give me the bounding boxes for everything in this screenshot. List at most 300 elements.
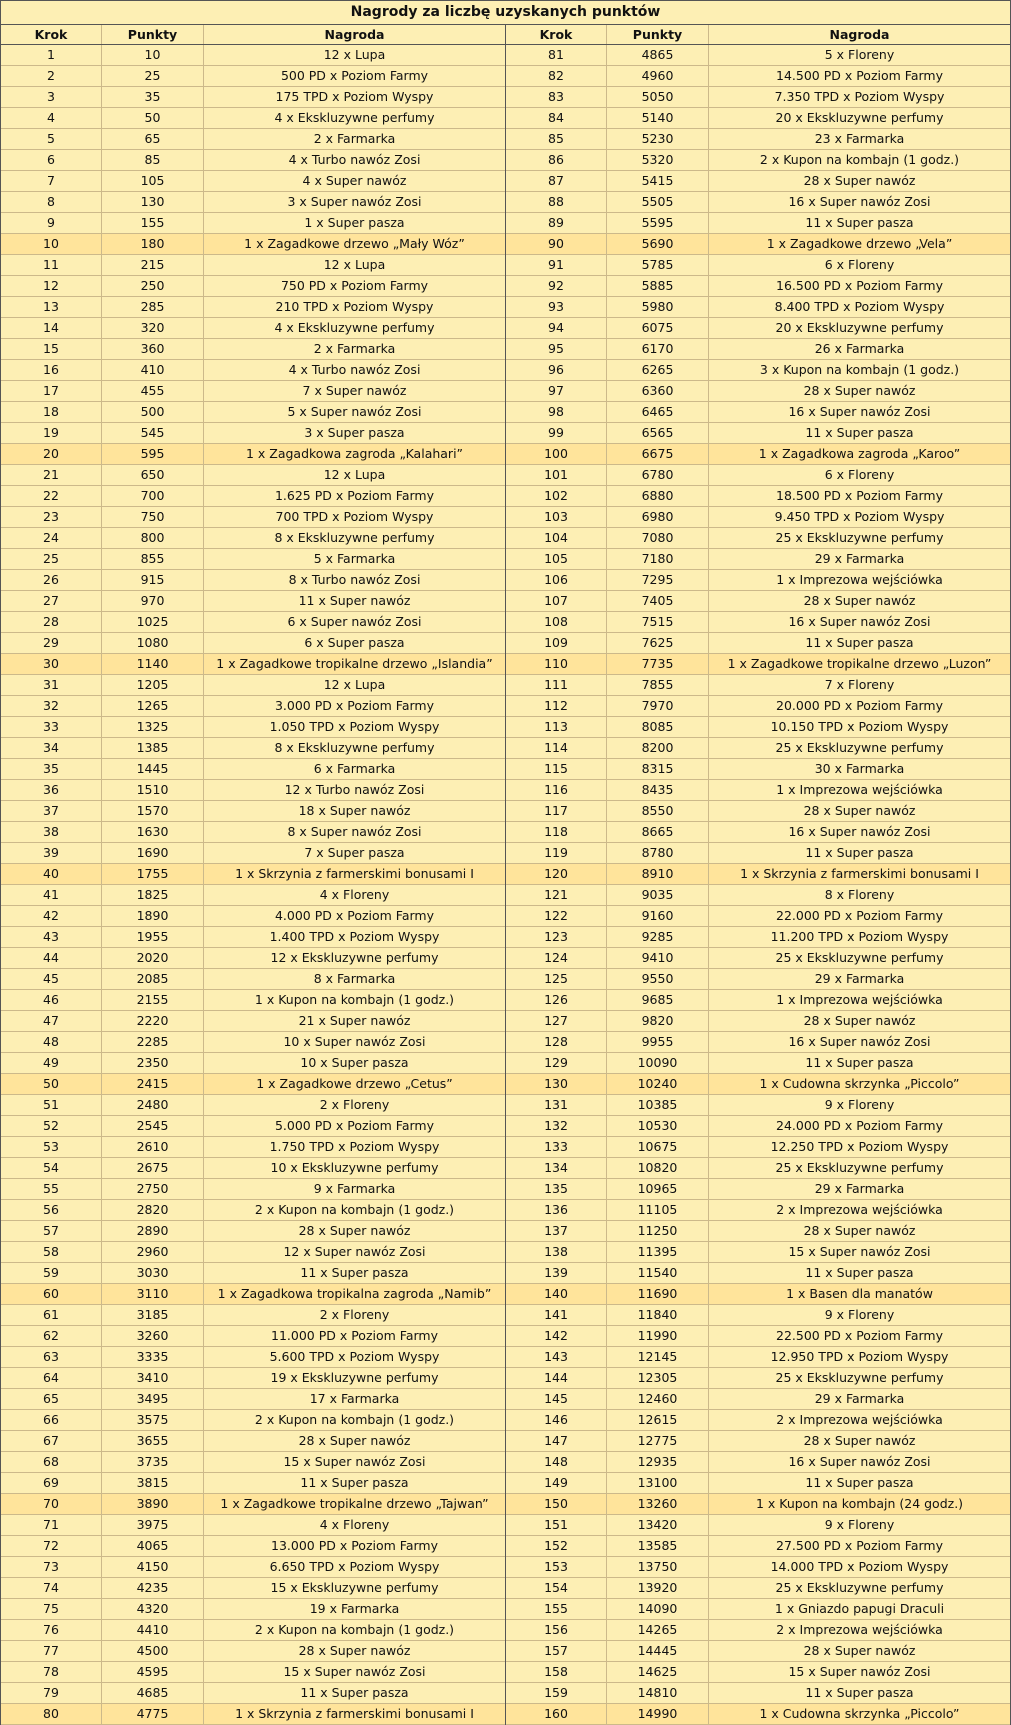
reward-cell: 3 x Super pasza — [204, 423, 506, 444]
reward-cell: 28 x Super nawóz — [709, 1011, 1011, 1032]
step-cell: 47 — [1, 1011, 102, 1032]
step-cell: 68 — [1, 1452, 102, 1473]
table-row — [506, 1410, 1010, 1431]
points-cell: 10965 — [607, 1179, 709, 1200]
table-row — [506, 1683, 1010, 1704]
step-cell: 78 — [1, 1662, 102, 1683]
table-row — [1, 1074, 505, 1095]
step-cell: 84 — [506, 108, 607, 129]
table-row — [506, 1053, 1010, 1074]
step-cell: 61 — [1, 1305, 102, 1326]
table-row — [506, 696, 1010, 717]
points-cell: 2890 — [102, 1221, 204, 1242]
step-cell: 6 — [1, 150, 102, 171]
table-row — [506, 423, 1010, 444]
table-row — [1, 1578, 505, 1599]
points-cell: 7405 — [607, 591, 709, 612]
reward-cell: 6 x Super pasza — [204, 633, 506, 654]
points-cell: 2155 — [102, 990, 204, 1011]
table-row — [506, 885, 1010, 906]
reward-cell: 12 x Ekskluzywne perfumy — [204, 948, 506, 969]
reward-cell: 11 x Super pasza — [709, 1473, 1011, 1494]
reward-cell: 4 x Turbo nawóz Zosi — [204, 150, 506, 171]
points-cell: 3495 — [102, 1389, 204, 1410]
table-row — [506, 864, 1010, 885]
step-cell: 124 — [506, 948, 607, 969]
points-cell: 1140 — [102, 654, 204, 675]
reward-cell: 7 x Super pasza — [204, 843, 506, 864]
step-cell: 51 — [1, 1095, 102, 1116]
reward-cell: 22.000 PD x Poziom Farmy — [709, 906, 1011, 927]
reward-cell: 5 x Super nawóz Zosi — [204, 402, 506, 423]
table-row — [1, 1431, 505, 1452]
step-cell: 144 — [506, 1368, 607, 1389]
points-cell: 250 — [102, 276, 204, 297]
reward-cell: 25 x Ekskluzywne perfumy — [709, 738, 1011, 759]
table-row — [1, 381, 505, 402]
table-row — [1, 1263, 505, 1284]
reward-cell: 11 x Super pasza — [204, 1473, 506, 1494]
reward-cell: 28 x Super nawóz — [709, 1221, 1011, 1242]
table-row — [1, 1620, 505, 1641]
reward-cell: 8 x Farmarka — [204, 969, 506, 990]
table-row — [1, 45, 505, 66]
step-cell: 110 — [506, 654, 607, 675]
table-row — [1, 1347, 505, 1368]
reward-cell: 13.000 PD x Poziom Farmy — [204, 1536, 506, 1557]
step-cell: 23 — [1, 507, 102, 528]
table-row — [506, 87, 1010, 108]
step-cell: 53 — [1, 1137, 102, 1158]
step-cell: 34 — [1, 738, 102, 759]
reward-cell: 28 x Super nawóz — [709, 591, 1011, 612]
table-row — [1, 717, 505, 738]
reward-cell: 12 x Turbo nawóz Zosi — [204, 780, 506, 801]
table-row — [506, 906, 1010, 927]
step-cell: 19 — [1, 423, 102, 444]
points-cell: 2675 — [102, 1158, 204, 1179]
step-cell: 77 — [1, 1641, 102, 1662]
reward-cell: 18.500 PD x Poziom Farmy — [709, 486, 1011, 507]
table-row — [1, 591, 505, 612]
points-cell: 9955 — [607, 1032, 709, 1053]
reward-cell: 8 x Floreny — [709, 885, 1011, 906]
step-cell: 29 — [1, 633, 102, 654]
table-row — [506, 507, 1010, 528]
step-cell: 15 — [1, 339, 102, 360]
reward-cell: 2 x Floreny — [204, 1305, 506, 1326]
points-cell: 10 — [102, 45, 204, 66]
step-cell: 60 — [1, 1284, 102, 1305]
step-cell: 3 — [1, 87, 102, 108]
table-row — [1, 738, 505, 759]
points-cell: 595 — [102, 444, 204, 465]
table-row — [1, 402, 505, 423]
reward-cell: 16 x Super nawóz Zosi — [709, 192, 1011, 213]
reward-cell: 1 x Zagadkowe drzewo „Cetus” — [204, 1074, 506, 1095]
points-cell: 3975 — [102, 1515, 204, 1536]
table-row — [1, 1557, 505, 1578]
reward-cell: 4 x Ekskluzywne perfumy — [204, 108, 506, 129]
reward-cell: 1 x Kupon na kombajn (1 godz.) — [204, 990, 506, 1011]
reward-cell: 11 x Super pasza — [709, 1683, 1011, 1704]
reward-cell: 11 x Super pasza — [709, 423, 1011, 444]
reward-cell: 28 x Super nawóz — [204, 1431, 506, 1452]
reward-cell: 1 x Basen dla manatów — [709, 1284, 1011, 1305]
step-cell: 89 — [506, 213, 607, 234]
points-cell: 500 — [102, 402, 204, 423]
reward-cell: 12 x Lupa — [204, 45, 506, 66]
step-cell: 94 — [506, 318, 607, 339]
reward-cell: 1 x Imprezowa wejściówka — [709, 570, 1011, 591]
points-cell: 2960 — [102, 1242, 204, 1263]
table-row — [506, 1305, 1010, 1326]
table-row — [1, 276, 505, 297]
points-cell: 6780 — [607, 465, 709, 486]
points-cell: 9035 — [607, 885, 709, 906]
header-reward: Nagroda — [204, 25, 506, 45]
reward-cell: 11 x Super pasza — [709, 1053, 1011, 1074]
table-row — [506, 1662, 1010, 1683]
reward-cell: 1 x Skrzynia z farmerskimi bonusami I — [709, 864, 1011, 885]
points-cell: 970 — [102, 591, 204, 612]
points-cell: 2480 — [102, 1095, 204, 1116]
points-cell: 3030 — [102, 1263, 204, 1284]
points-cell: 1755 — [102, 864, 204, 885]
reward-cell: 9 x Farmarka — [204, 1179, 506, 1200]
step-cell: 58 — [1, 1242, 102, 1263]
table-row — [506, 1326, 1010, 1347]
points-cell: 9820 — [607, 1011, 709, 1032]
step-cell: 44 — [1, 948, 102, 969]
points-cell: 13920 — [607, 1578, 709, 1599]
table-row — [1, 654, 505, 675]
step-cell: 98 — [506, 402, 607, 423]
table-row — [1, 1053, 505, 1074]
step-cell: 145 — [506, 1389, 607, 1410]
reward-cell: 8 x Ekskluzywne perfumy — [204, 528, 506, 549]
reward-cell: 1 x Kupon na kombajn (24 godz.) — [709, 1494, 1011, 1515]
reward-cell: 15 x Super nawóz Zosi — [204, 1452, 506, 1473]
points-cell: 7970 — [607, 696, 709, 717]
reward-cell: 25 x Ekskluzywne perfumy — [709, 528, 1011, 549]
reward-cell: 28 x Super nawóz — [709, 171, 1011, 192]
table-row — [506, 843, 1010, 864]
step-cell: 97 — [506, 381, 607, 402]
step-cell: 127 — [506, 1011, 607, 1032]
points-cell: 4500 — [102, 1641, 204, 1662]
step-cell: 107 — [506, 591, 607, 612]
reward-cell: 6 x Floreny — [709, 465, 1011, 486]
step-cell: 125 — [506, 969, 607, 990]
step-cell: 57 — [1, 1221, 102, 1242]
reward-cell: 1 x Super pasza — [204, 213, 506, 234]
points-cell: 5415 — [607, 171, 709, 192]
reward-cell: 1.400 TPD x Poziom Wyspy — [204, 927, 506, 948]
step-cell: 11 — [1, 255, 102, 276]
step-cell: 150 — [506, 1494, 607, 1515]
points-cell: 13100 — [607, 1473, 709, 1494]
step-cell: 96 — [506, 360, 607, 381]
step-cell: 24 — [1, 528, 102, 549]
step-cell: 147 — [506, 1431, 607, 1452]
table-row — [506, 192, 1010, 213]
reward-cell: 2 x Kupon na kombajn (1 godz.) — [204, 1620, 506, 1641]
step-cell: 82 — [506, 66, 607, 87]
table-row — [506, 822, 1010, 843]
reward-cell: 12.950 TPD x Poziom Wyspy — [709, 1347, 1011, 1368]
step-cell: 137 — [506, 1221, 607, 1242]
table-row — [1, 549, 505, 570]
table-row — [506, 759, 1010, 780]
step-cell: 43 — [1, 927, 102, 948]
reward-cell: 1 x Gniazdo papugi Draculi — [709, 1599, 1011, 1620]
reward-cell: 29 x Farmarka — [709, 1389, 1011, 1410]
table-row — [1, 1242, 505, 1263]
step-cell: 88 — [506, 192, 607, 213]
step-cell: 17 — [1, 381, 102, 402]
step-cell: 87 — [506, 171, 607, 192]
points-cell: 2610 — [102, 1137, 204, 1158]
table-row — [506, 150, 1010, 171]
points-cell: 14810 — [607, 1683, 709, 1704]
step-cell: 99 — [506, 423, 607, 444]
points-cell: 11105 — [607, 1200, 709, 1221]
step-cell: 65 — [1, 1389, 102, 1410]
step-cell: 63 — [1, 1347, 102, 1368]
table-row — [1, 360, 505, 381]
table-row — [506, 801, 1010, 822]
table-row — [506, 360, 1010, 381]
points-cell: 10090 — [607, 1053, 709, 1074]
points-cell: 105 — [102, 171, 204, 192]
points-cell: 8085 — [607, 717, 709, 738]
table-row — [1, 612, 505, 633]
step-cell: 41 — [1, 885, 102, 906]
points-cell: 6980 — [607, 507, 709, 528]
table-row — [1, 1452, 505, 1473]
points-cell: 3110 — [102, 1284, 204, 1305]
points-cell: 8435 — [607, 780, 709, 801]
table-row — [506, 717, 1010, 738]
points-cell: 6465 — [607, 402, 709, 423]
points-cell: 12460 — [607, 1389, 709, 1410]
points-cell: 1025 — [102, 612, 204, 633]
reward-cell: 15 x Super nawóz Zosi — [204, 1662, 506, 1683]
reward-cell: 1 x Zagadkowe drzewo „Vela” — [709, 234, 1011, 255]
table-row — [1, 1116, 505, 1137]
step-cell: 2 — [1, 66, 102, 87]
points-cell: 12145 — [607, 1347, 709, 1368]
table-columns — [1, 25, 1010, 1724]
points-cell: 7295 — [607, 570, 709, 591]
table-row — [506, 1221, 1010, 1242]
step-cell: 79 — [1, 1683, 102, 1704]
table-row — [1, 1641, 505, 1662]
reward-cell: 11 x Super pasza — [709, 633, 1011, 654]
table-row — [1, 1368, 505, 1389]
step-cell: 104 — [506, 528, 607, 549]
step-cell: 115 — [506, 759, 607, 780]
points-cell: 155 — [102, 213, 204, 234]
table-row — [1, 759, 505, 780]
step-cell: 151 — [506, 1515, 607, 1536]
reward-cell: 2 x Farmarka — [204, 129, 506, 150]
step-cell: 152 — [506, 1536, 607, 1557]
table-row — [506, 1368, 1010, 1389]
points-cell: 8665 — [607, 822, 709, 843]
table-row — [506, 570, 1010, 591]
step-cell: 111 — [506, 675, 607, 696]
table-row — [506, 1473, 1010, 1494]
step-cell: 18 — [1, 402, 102, 423]
points-cell: 6675 — [607, 444, 709, 465]
table-row — [506, 45, 1010, 66]
reward-cell: 1 x Skrzynia z farmerskimi bonusami I — [204, 1704, 506, 1725]
step-cell: 113 — [506, 717, 607, 738]
step-cell: 9 — [1, 213, 102, 234]
step-cell: 1 — [1, 45, 102, 66]
step-cell: 112 — [506, 696, 607, 717]
reward-cell: 21 x Super nawóz — [204, 1011, 506, 1032]
points-cell: 5785 — [607, 255, 709, 276]
points-cell: 8200 — [607, 738, 709, 759]
reward-cell: 4.000 PD x Poziom Farmy — [204, 906, 506, 927]
step-cell: 80 — [1, 1704, 102, 1725]
step-cell: 120 — [506, 864, 607, 885]
step-cell: 32 — [1, 696, 102, 717]
table-row — [506, 1452, 1010, 1473]
points-cell: 2350 — [102, 1053, 204, 1074]
table-row — [506, 129, 1010, 150]
table-row — [506, 675, 1010, 696]
step-cell: 31 — [1, 675, 102, 696]
table-row — [506, 1074, 1010, 1095]
step-cell: 153 — [506, 1557, 607, 1578]
table-row — [1, 990, 505, 1011]
step-cell: 37 — [1, 801, 102, 822]
reward-cell: 9 x Floreny — [709, 1095, 1011, 1116]
reward-cell: 3 x Kupon na kombajn (1 godz.) — [709, 360, 1011, 381]
table-row — [506, 633, 1010, 654]
table-row — [1, 675, 505, 696]
header-step: Krok — [506, 25, 607, 45]
table-row — [506, 549, 1010, 570]
table-row — [1, 969, 505, 990]
points-cell: 1385 — [102, 738, 204, 759]
table-row — [506, 1116, 1010, 1137]
points-cell: 13420 — [607, 1515, 709, 1536]
table-row — [1, 843, 505, 864]
header-reward: Nagroda — [709, 25, 1011, 45]
reward-cell: 1 x Zagadkowe drzewo „Mały Wóz” — [204, 234, 506, 255]
step-cell: 131 — [506, 1095, 607, 1116]
points-cell: 180 — [102, 234, 204, 255]
points-cell: 9410 — [607, 948, 709, 969]
points-cell: 750 — [102, 507, 204, 528]
table-row — [1, 570, 505, 591]
reward-cell: 210 TPD x Poziom Wyspy — [204, 297, 506, 318]
reward-cell: 15 x Ekskluzywne perfumy — [204, 1578, 506, 1599]
reward-cell: 6 x Farmarka — [204, 759, 506, 780]
points-cell: 5140 — [607, 108, 709, 129]
points-cell: 12615 — [607, 1410, 709, 1431]
table-row — [1, 234, 505, 255]
header-points: Punkty — [607, 25, 709, 45]
points-cell: 2545 — [102, 1116, 204, 1137]
step-cell: 156 — [506, 1620, 607, 1641]
reward-cell: 19 x Farmarka — [204, 1599, 506, 1620]
points-cell: 410 — [102, 360, 204, 381]
table-row — [506, 171, 1010, 192]
table-row — [1, 1284, 505, 1305]
reward-cell: 12 x Lupa — [204, 465, 506, 486]
step-cell: 64 — [1, 1368, 102, 1389]
table-row — [506, 486, 1010, 507]
step-cell: 25 — [1, 549, 102, 570]
reward-cell: 1 x Zagadkowe tropikalne drzewo „Islandia” — [204, 654, 506, 675]
header-points: Punkty — [102, 25, 204, 45]
step-cell: 128 — [506, 1032, 607, 1053]
points-cell: 3575 — [102, 1410, 204, 1431]
step-cell: 75 — [1, 1599, 102, 1620]
points-cell: 5230 — [607, 129, 709, 150]
table-row — [1, 150, 505, 171]
reward-cell: 23 x Farmarka — [709, 129, 1011, 150]
reward-cell: 1 x Zagadkowa zagroda „Karoo” — [709, 444, 1011, 465]
table-row — [1, 444, 505, 465]
reward-cell: 5 x Farmarka — [204, 549, 506, 570]
reward-cell: 8.400 TPD x Poziom Wyspy — [709, 297, 1011, 318]
right-table-body — [506, 45, 1010, 1725]
reward-cell: 16 x Super nawóz Zosi — [709, 402, 1011, 423]
points-cell: 650 — [102, 465, 204, 486]
reward-cell: 28 x Super nawóz — [709, 381, 1011, 402]
reward-cell: 2 x Farmarka — [204, 339, 506, 360]
table-row — [506, 1200, 1010, 1221]
step-cell: 30 — [1, 654, 102, 675]
reward-cell: 11 x Super pasza — [709, 213, 1011, 234]
step-cell: 20 — [1, 444, 102, 465]
points-cell: 215 — [102, 255, 204, 276]
points-cell: 3335 — [102, 1347, 204, 1368]
table-row — [1, 528, 505, 549]
points-cell: 3890 — [102, 1494, 204, 1515]
reward-cell: 6 x Floreny — [709, 255, 1011, 276]
points-cell: 6880 — [607, 486, 709, 507]
reward-cell: 16 x Super nawóz Zosi — [709, 822, 1011, 843]
table-row — [1, 1410, 505, 1431]
table-row — [1, 213, 505, 234]
step-cell: 14 — [1, 318, 102, 339]
reward-cell: 28 x Super nawóz — [709, 1431, 1011, 1452]
table-row — [1, 129, 505, 150]
step-cell: 117 — [506, 801, 607, 822]
points-cell: 3655 — [102, 1431, 204, 1452]
step-cell: 67 — [1, 1431, 102, 1452]
reward-cell: 25 x Ekskluzywne perfumy — [709, 1578, 1011, 1599]
points-cell: 7515 — [607, 612, 709, 633]
points-cell: 4960 — [607, 66, 709, 87]
reward-cell: 2 x Imprezowa wejściówka — [709, 1620, 1011, 1641]
reward-cell: 9 x Floreny — [709, 1305, 1011, 1326]
points-cell: 285 — [102, 297, 204, 318]
points-cell: 13750 — [607, 1557, 709, 1578]
table-row — [1, 87, 505, 108]
points-cell: 7625 — [607, 633, 709, 654]
step-cell: 26 — [1, 570, 102, 591]
points-cell: 545 — [102, 423, 204, 444]
